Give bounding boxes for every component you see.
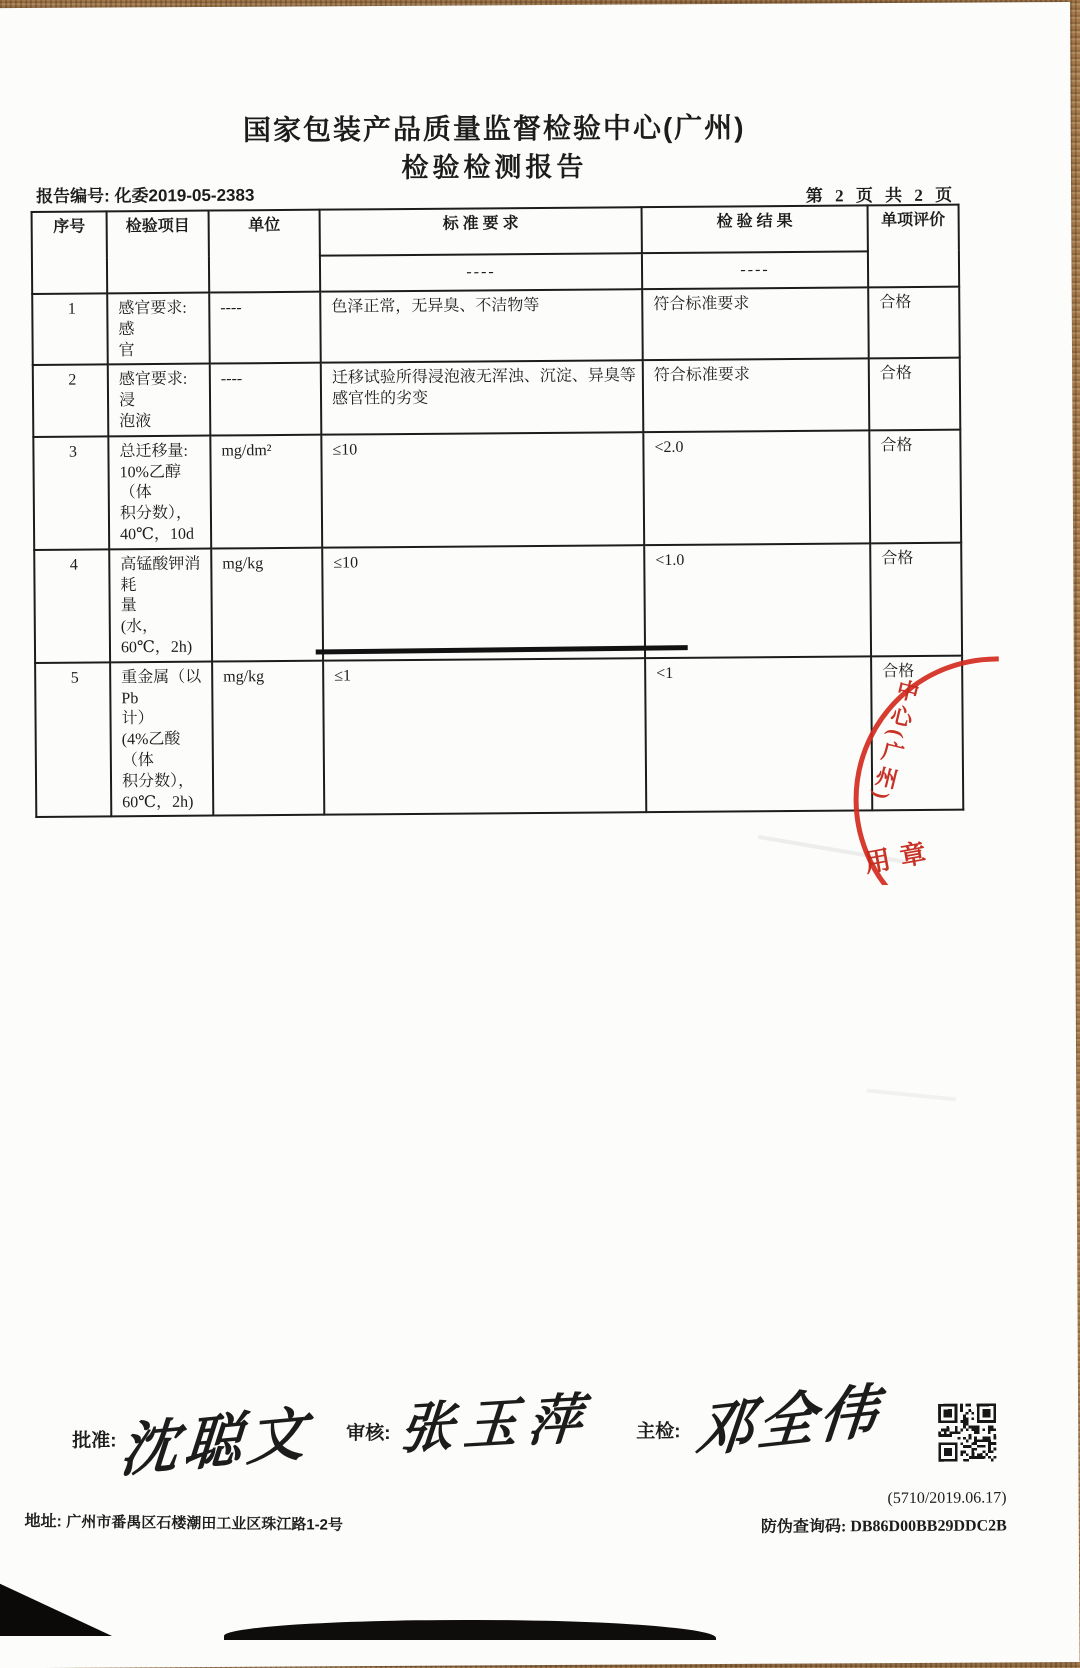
paper-sheet [0, 2, 1080, 1668]
column-header-unit: 单位 [209, 210, 321, 293]
date-code: (5710/2019.06.17) [887, 1489, 1007, 1508]
unit-cell: ---- [209, 292, 321, 364]
item-cell: 感官要求: 浸 泡液 [108, 364, 211, 436]
seq-cell: 1 [32, 293, 108, 365]
table-row [33, 358, 961, 437]
seq-cell: 2 [33, 365, 109, 437]
standard-cell: 色泽正常，无异臭、不洁物等 [320, 289, 643, 363]
review-label: 审核: [346, 1422, 391, 1445]
address-line [24, 1508, 343, 1535]
table-row [35, 655, 963, 817]
evaluation-cell: 合格 [869, 429, 961, 543]
seq-cell: 3 [33, 436, 109, 550]
seq-cell: 4 [34, 549, 110, 663]
evaluation-cell: 合格 [870, 542, 962, 656]
approve-label: 批准: [72, 1430, 117, 1452]
review-signature: 张玉萍 [397, 1385, 595, 1462]
org-title: 国家包装产品质量监督检验中心(广州) [242, 111, 746, 146]
item-cell: 重金属（以Pb 计） (4%乙酸（体 积分数）， 60℃，2h) [110, 661, 213, 816]
table-row [32, 287, 960, 366]
unit-cell: mg/kg [211, 547, 323, 661]
approve-signature: 沈聪文 [117, 1398, 315, 1486]
column-header-item: 检验项目 [107, 211, 210, 294]
scan-crease [866, 1088, 956, 1101]
standard-cell: 迁移试验所得浸泡液无浑浊、沉淀、异臭等 感官性的劣变 [321, 361, 644, 435]
result-cell: <1.0 [644, 543, 871, 658]
result-subheader-dashes: ---- [642, 251, 868, 289]
column-header-standard: 标 准 要 求 [320, 207, 642, 256]
unit-cell: mg/kg [212, 660, 324, 815]
standard-cell: ≤10 [322, 545, 645, 661]
unit-cell: ---- [210, 363, 322, 435]
report-title: 检验检测报告 [401, 151, 588, 183]
result-cell: 符合标准要求 [643, 359, 870, 432]
qr-code-icon [938, 1403, 996, 1461]
page-indicator: 第 2 页 共 2 页 [805, 185, 957, 206]
standard-subheader-dashes: ---- [320, 253, 642, 292]
report-number-label: 报告编号: [36, 186, 110, 206]
address-label: 地址: [24, 1513, 62, 1531]
evaluation-cell: 合格 [871, 655, 963, 810]
report-number-value: 化委2019-05-2383 [114, 185, 255, 206]
antifake-label: 防伪查询码: [760, 1518, 847, 1536]
official-stamp [847, 642, 1000, 885]
standard-cell: ≤10 [321, 432, 644, 548]
inspect-label: 主检: [636, 1421, 681, 1443]
item-cell: 总迁移量: 10%乙醇（体 积分数）， 40℃，10d [108, 435, 211, 549]
table-row [34, 542, 962, 662]
stamp-arc-text: 中心(广州) [867, 676, 922, 806]
column-header-evaluation: 单项评价 [868, 205, 960, 288]
report-number [36, 181, 254, 207]
stamp-bottom-text: 用章 [862, 836, 939, 879]
inspect-signature: 邓全伟 [692, 1375, 885, 1466]
result-cell: <1 [645, 656, 872, 812]
result-cell: 符合标准要求 [642, 287, 869, 360]
evaluation-cell: 合格 [869, 358, 961, 430]
column-header-result: 检 验 结 果 [642, 205, 868, 253]
item-cell: 高锰酸钾消耗 量 (水， 60℃，2h) [109, 548, 212, 662]
result-cell: <2.0 [643, 430, 870, 545]
antifake-code: DB86D00BB29DDC2B [850, 1517, 1007, 1536]
evaluation-cell: 合格 [868, 287, 960, 359]
item-cell: 感官要求: 感 官 [107, 293, 210, 365]
column-header-seq: 序号 [32, 211, 108, 294]
table-row [33, 429, 961, 549]
antifake-line [699, 1512, 1007, 1537]
seq-cell: 5 [35, 662, 111, 817]
unit-cell: mg/dm² [210, 434, 322, 548]
results-table [31, 204, 965, 819]
address-value: 广州市番禺区石楼潮田工业区珠江路1-2号 [66, 1513, 344, 1534]
standard-cell: ≤1 [323, 658, 646, 815]
